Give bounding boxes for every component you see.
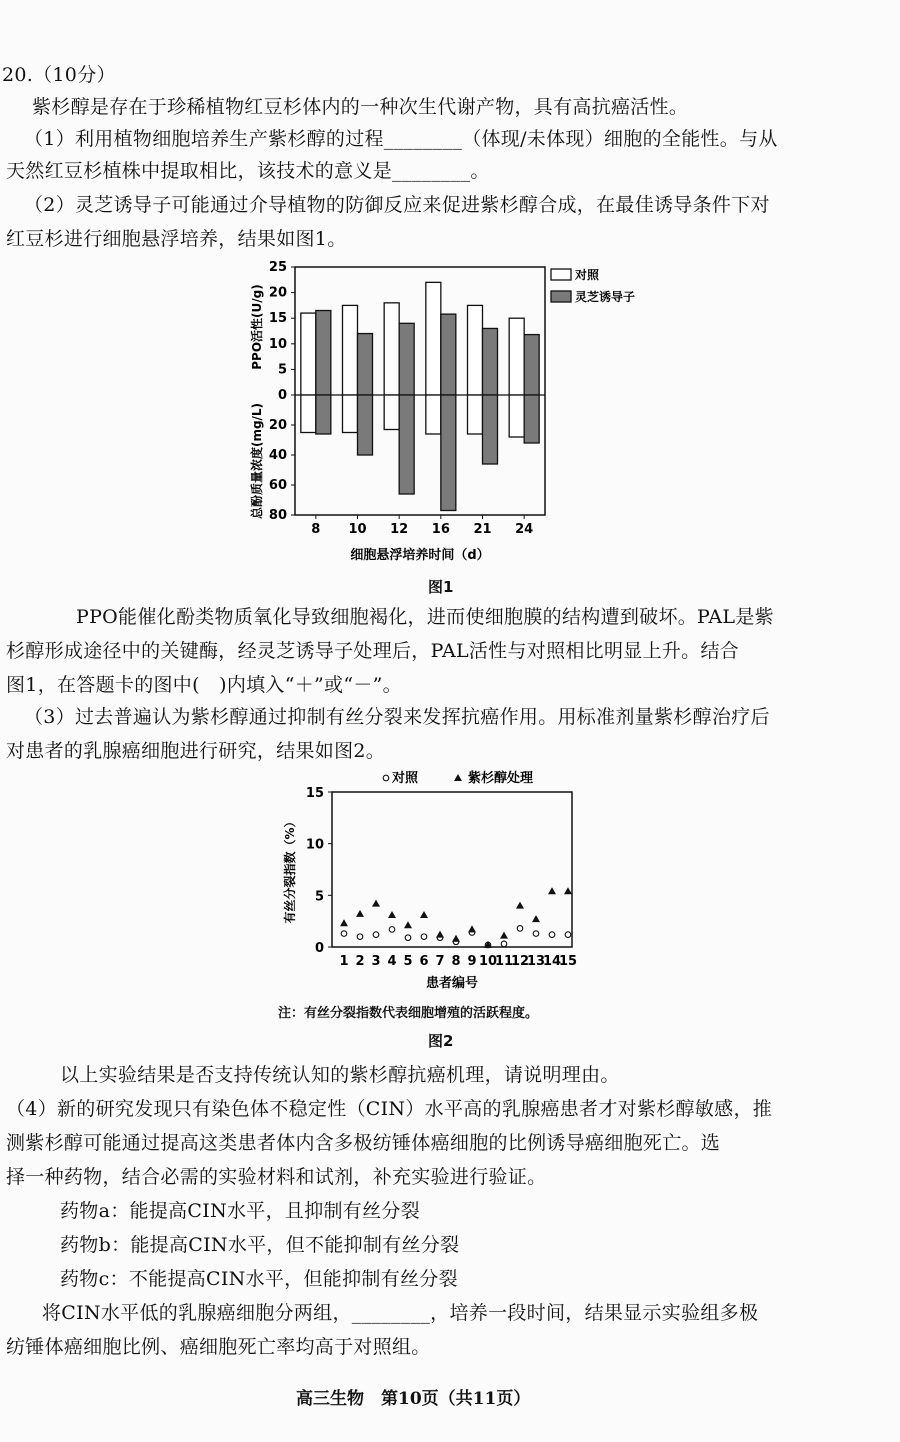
point-control [405, 935, 411, 941]
point-control [549, 932, 555, 938]
question-intro: 紫杉醇是存在于珍稀植物红豆杉体内的一种次生代谢产物，具有高抗癌活性。 [32, 96, 689, 118]
plot-frame [295, 267, 545, 515]
q1-line2: 天然红豆杉植株中提取相比，该技术的意义是________。 [6, 160, 490, 182]
legend-label-control: 对照 [392, 771, 419, 786]
figure-2-scatter-chart [272, 764, 592, 996]
x-tick-label: 6 [419, 954, 429, 969]
bar-ppo-control [468, 305, 483, 395]
q4-line3: 择一种药物，结合必需的实验材料和试剂，补充实验进行验证。 [6, 1166, 547, 1188]
bar-phenol-control [301, 395, 316, 433]
bar-phenol-control [384, 395, 399, 430]
q3-line2: 对患者的乳腺癌细胞进行研究，结果如图2。 [6, 740, 386, 762]
x-tick-label: 8 [311, 522, 321, 537]
figure-1-caption: 图1 [428, 578, 454, 596]
point-paclitaxel [340, 919, 348, 926]
point-paclitaxel [404, 921, 412, 928]
bar-phenol-control [343, 395, 358, 433]
legend-marker-control [383, 775, 389, 781]
x-tick-label: 9 [467, 954, 477, 969]
x-tick-label: 3 [371, 954, 381, 969]
point-paclitaxel [372, 900, 380, 907]
point-control [565, 932, 571, 938]
y-tick-label-top: 25 [268, 260, 287, 275]
y-tick-label: 10 [305, 837, 324, 853]
q4-last-line1: 将CIN水平低的乳腺癌细胞分两组，________，培养一段时间，结果显示实验组多极 [42, 1302, 759, 1324]
bar-ppo-control [509, 318, 524, 395]
bar-phenol-control [509, 395, 524, 437]
figure-2-note: 注：有丝分裂指数代表细胞增殖的活跃程度。 [278, 1006, 539, 1021]
page-footer: 高三生物 第10页（共11页） [296, 1389, 531, 1409]
point-paclitaxel [420, 911, 428, 918]
legend-label: 对照 [575, 268, 600, 282]
y-tick-label: 0 [314, 941, 324, 956]
x-tick-label: 8 [451, 954, 461, 969]
point-control [501, 941, 507, 947]
x-tick-label: 4 [387, 954, 397, 969]
ppo-paragraph-line3: 图1，在答题卡的图中( )内填入“＋”或“－”。 [6, 674, 402, 696]
point-paclitaxel [436, 931, 444, 938]
point-control [389, 927, 395, 933]
y-axis-label-bottom: 总酚质量浓度(mg/L) [250, 402, 264, 520]
y-tick-label-bottom: 40 [268, 448, 287, 463]
point-control [341, 931, 347, 937]
point-paclitaxel [356, 910, 364, 917]
point-control [357, 934, 363, 940]
legend-label-paclitaxel: 紫杉醇处理 [468, 771, 534, 786]
x-tick-label: 11 [494, 954, 514, 969]
legend-swatch [551, 269, 571, 280]
x-tick-label: 10 [478, 954, 498, 969]
x-tick-label: 14 [542, 954, 562, 969]
drug-c: 药物c：不能提高CIN水平，但能抑制有丝分裂 [60, 1268, 458, 1290]
point-paclitaxel [468, 925, 476, 932]
y-axis-label-top: PPO活性(U/g) [250, 284, 264, 370]
x-axis-label: 患者编号 [425, 976, 479, 991]
point-control [421, 934, 427, 940]
point-paclitaxel [452, 935, 460, 942]
y-tick-label-top: 0 [277, 388, 287, 403]
q4-line1: （4）新的研究发现只有染色体不稳定性（CIN）水平高的乳腺癌患者才对紫杉醇敏感，推 [6, 1098, 773, 1120]
bar-phenol-control [426, 395, 441, 434]
bar-phenol-inducer [399, 395, 414, 494]
point-paclitaxel [532, 915, 540, 922]
legend-label: 灵芝诱导子 [575, 290, 636, 304]
bar-phenol-inducer [441, 395, 456, 511]
q3-line1: （3）过去普遍认为紫杉醇通过抑制有丝分裂来发挥抗癌作用。用标准剂量紫杉醇治疗后 [24, 706, 770, 728]
legend-swatch [551, 291, 571, 302]
bar-ppo-control [426, 282, 441, 395]
x-tick-label: 16 [431, 522, 450, 537]
point-paclitaxel [388, 911, 396, 918]
figure-2-caption: 图2 [428, 1032, 454, 1050]
point-paclitaxel [500, 932, 508, 939]
x-tick-label: 10 [348, 522, 367, 537]
point-control [373, 932, 379, 938]
x-tick-label: 13 [526, 954, 546, 969]
x-tick-label: 21 [473, 522, 492, 537]
legend-marker-paclitaxel [454, 774, 462, 781]
y-tick-label-bottom: 60 [268, 478, 287, 493]
bar-ppo-inducer [358, 334, 373, 395]
q4-last-line2: 纺锤体癌细胞比例、癌细胞死亡率均高于对照组。 [6, 1336, 431, 1358]
q3-ask: 以上实验结果是否支持传统认知的紫杉醇抗癌机理，请说明理由。 [60, 1064, 620, 1086]
bar-ppo-inducer [524, 335, 539, 395]
x-tick-label: 12 [390, 522, 409, 537]
y-tick-label-bottom: 80 [268, 508, 287, 523]
point-paclitaxel [564, 887, 572, 894]
y-tick-label: 5 [314, 889, 324, 905]
ppo-paragraph-line1: PPO能催化酚类物质氧化导致细胞褐化，进而使细胞膜的结构遭到破坏。PAL是紫 [76, 606, 774, 628]
y-axis-label: 有丝分裂指数（%） [283, 815, 297, 924]
figure-1-bar-chart [235, 252, 675, 572]
x-tick-label: 5 [403, 954, 413, 969]
x-tick-label: 1 [339, 954, 349, 969]
point-paclitaxel [516, 902, 524, 909]
x-axis-label: 细胞悬浮培养时间（d） [350, 548, 490, 563]
plot-frame [332, 792, 572, 947]
bar-phenol-inducer [483, 395, 498, 464]
bar-ppo-control [343, 305, 358, 395]
bar-phenol-inducer [316, 395, 331, 434]
y-tick-label-top: 20 [268, 285, 287, 301]
bar-ppo-inducer [399, 323, 414, 395]
bar-phenol-inducer [524, 395, 539, 443]
y-tick-label-top: 5 [277, 362, 287, 378]
q4-line2: 测紫杉醇可能通过提高这类患者体内含多极纺锤体癌细胞的比例诱导癌细胞死亡。选 [6, 1132, 721, 1154]
bar-phenol-control [468, 395, 483, 434]
point-control [517, 926, 523, 932]
x-tick-label: 2 [355, 954, 365, 969]
bar-ppo-inducer [483, 328, 498, 395]
x-tick-label: 15 [558, 954, 578, 969]
ppo-paragraph-line2: 杉醇形成途径中的关键酶，经灵芝诱导子处理后，PAL活性与对照相比明显上升。结合 [6, 640, 740, 662]
y-tick-label: 15 [305, 786, 324, 801]
bar-ppo-control [384, 303, 399, 395]
y-tick-label-bottom: 20 [268, 418, 287, 433]
bar-ppo-control [301, 313, 316, 395]
q2-line1: （2）灵芝诱导子可能通过介导植物的防御反应来促进紫杉醇合成，在最佳诱导条件下对 [24, 194, 770, 216]
drug-b: 药物b：能提高CIN水平，但不能抑制有丝分裂 [60, 1234, 460, 1256]
question-header: 20.（10分） [2, 64, 116, 86]
point-paclitaxel [548, 887, 556, 894]
point-control [533, 931, 539, 937]
drug-a: 药物a：能提高CIN水平，且抑制有丝分裂 [60, 1200, 420, 1222]
x-tick-label: 24 [515, 522, 534, 537]
q1-line1: （1）利用植物细胞培养生产紫杉醇的过程________（体现/未体现）细胞的全能性。与从 [24, 128, 778, 150]
x-tick-label: 7 [435, 954, 445, 969]
y-tick-label-top: 10 [268, 336, 287, 352]
y-tick-label-top: 15 [268, 311, 287, 327]
bar-ppo-inducer [316, 311, 331, 395]
bar-ppo-inducer [441, 314, 456, 395]
x-tick-label: 12 [510, 954, 530, 969]
bar-phenol-inducer [358, 395, 373, 455]
q2-line2: 红豆杉进行细胞悬浮培养，结果如图1。 [6, 228, 347, 250]
